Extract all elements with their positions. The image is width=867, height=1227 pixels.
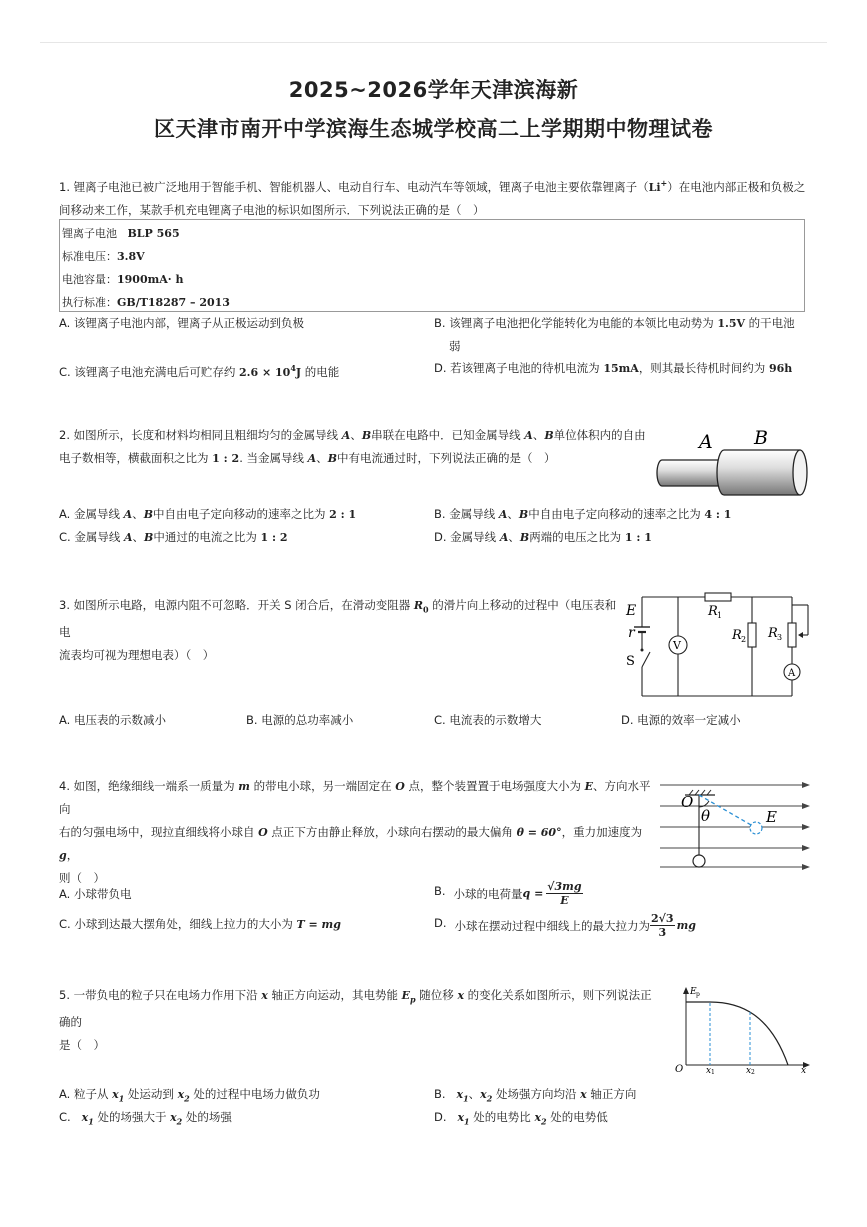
svg-text:2: 2 xyxy=(741,635,747,644)
svg-text:A: A xyxy=(788,668,796,679)
q4-pendulum-figure xyxy=(655,775,815,875)
q4-option-c[interactable]: C. 小球到达最大摆角处，细线上拉力的大小为 T = mg xyxy=(59,917,341,931)
q5-option-b[interactable]: B. $x_1$、$x_2$ 处场强方向均沿 x 轴正方向 xyxy=(434,1087,637,1104)
q1-option-c[interactable]: C. 该锂离子电池充满电后可贮存约 $2.6 \times 10^4J$ 的电能 xyxy=(59,363,340,379)
svg-text:x: x xyxy=(706,1066,712,1074)
q2-option-c[interactable]: C. 金属导线 A、B中通过的电流之比为 1 : 2 xyxy=(59,530,288,544)
ep-curve xyxy=(686,1002,788,1065)
q3-circuit-figure xyxy=(620,585,815,700)
svg-text:θ: θ xyxy=(701,807,711,825)
svg-text:R: R xyxy=(768,626,778,641)
q4-stem: 4. 如图，绝缘细线一端系一质量为 m 的带电小球，另一端固定在 O 点，整个装置置于电场强度大小为 E、方向水平向 右的匀强电场中，现拉直细线将小球自 O 点正下方由静止释放，小球向右摆动的最大偏角 θ = 60°，重力加速度为 g， 则（ ） xyxy=(59,779,651,885)
q1-battery-label xyxy=(59,219,805,312)
label-row-2: 标准电压：3.8V xyxy=(62,250,145,263)
q5-stem: 5. 一带负电的粒子只在电场力作用下沿 x 轴正方向运动，其电势能 $E_p$ 随位移 x 的变化关系如图所示，则下列说法正确的 是（ ） xyxy=(59,988,652,1053)
q4-option-d[interactable]: D. 小球在摆动过程中细线上的最大拉力为 2√3 3 mg xyxy=(434,912,696,939)
q1-option-b[interactable]: B. 该锂离子电池把化学能转化为电能的本领比电动势为 1.5V 的干电池 弱 xyxy=(434,316,795,353)
switch-label: S xyxy=(626,654,635,669)
q4-option-b[interactable]: B. 小球的电荷量 q = $\frac{√3mg}{E}$ xyxy=(434,880,582,907)
q1-stem-line1: 1. 锂离子电池已被广泛地用于智能手机、智能机器人、电动自行车、电动汽车等领域，锂离子电池主要依靠锂离子（Li+）在电池内部正极和负极之 xyxy=(59,178,806,194)
wire-b-shape xyxy=(717,450,800,495)
svg-text:x: x xyxy=(746,1066,752,1074)
q3-option-a[interactable]: A. 电压表的示数减小 xyxy=(59,713,166,727)
wire-b-label: B xyxy=(754,427,768,449)
wire-a-label: A xyxy=(699,431,713,453)
resistor-r1 xyxy=(705,593,731,601)
battery-emf-label: E xyxy=(626,603,637,619)
q5-ep-x-graph xyxy=(670,982,815,1074)
page-title-line2: 区天津市南开中学滨海生态城学校高二上学期期中物理试卷 xyxy=(154,117,713,141)
q5-option-a[interactable]: A. 粒子从 $x_1$ 处运动到 $x_2$ 处的过程中电场力做负功 xyxy=(59,1087,320,1104)
q3-option-c[interactable]: C. 电流表的示数增大 xyxy=(434,713,542,727)
svg-text:1: 1 xyxy=(717,611,723,620)
q5-option-c[interactable]: C. $x_1$ 处的场强大于 $x_2$ 处的场强 xyxy=(59,1110,232,1127)
q1-stem-line2: 间移动来工作，某款手机充电锂离子电池的标识如图所示．下列说法正确的是（ ） xyxy=(59,202,485,217)
svg-text:1: 1 xyxy=(711,1069,715,1074)
q2-option-b[interactable]: B. 金属导线 A、B中自由电子定向移动的速率之比为 4 : 1 xyxy=(434,507,732,521)
svg-text:R: R xyxy=(708,604,718,619)
q2-option-a[interactable]: A. 金属导线 A、B中自由电子定向移动的速率之比为 2 : 1 xyxy=(59,507,357,521)
svg-text:E: E xyxy=(766,808,777,826)
svg-text:V: V xyxy=(673,639,681,652)
q1-option-a[interactable]: A. 该锂离子电池内部，锂离子从正极运动到负极 xyxy=(59,316,304,330)
q4-option-a[interactable]: A. 小球带负电 xyxy=(59,887,132,901)
ball-displaced-icon xyxy=(750,822,762,834)
q1-stem xyxy=(59,172,819,222)
q3-stem: 3. 如图所示电路，电源内阻不可忽略．开关 S 闭合后，在滑动变阻器 $R_0$ 的滑片向上移动的过程中（电压表和电 流表均可视为理想电表）（ ） xyxy=(59,598,617,663)
svg-text:2: 2 xyxy=(751,1069,755,1074)
wire-a-shape xyxy=(657,460,724,486)
header-divider xyxy=(40,42,827,43)
q2-stem: 2. 如图所示，长度和材料均相同且粗细均匀的金属导线 A、B串联在电路中．已知金属导线 A、B单位体积内的自由 电子数相等，横截面积之比为 1 : 2. 当金属导线 A、B中有电流通过时，下列说法正确的是（ ） xyxy=(59,428,646,465)
page-title-line1: 2025~2026学年天津滨海新 xyxy=(288,78,579,102)
svg-text:x: x xyxy=(801,1066,807,1074)
label-row-3: 电池容量：1900mA· h xyxy=(62,273,184,286)
svg-text:O: O xyxy=(675,1064,684,1074)
svg-text:O: O xyxy=(681,793,694,811)
svg-text:p: p xyxy=(696,991,700,998)
label-row-4: 执行标准：GB/T18287 – 2013 xyxy=(62,296,230,309)
svg-text:E: E xyxy=(690,987,697,997)
svg-text:R: R xyxy=(732,628,742,643)
q2-option-d[interactable]: D. 金属导线 A、B两端的电压之比为 1 : 1 xyxy=(434,530,652,544)
ball-icon xyxy=(693,855,705,867)
q1-option-d[interactable]: D. 若该锂离子电池的待机电流为 15mA，则其最长待机时间约为 96h xyxy=(434,361,793,375)
q5-option-d[interactable]: D. $x_1$ 处的电势比 $x_2$ 处的电势低 xyxy=(434,1110,608,1127)
q3-option-d[interactable]: D. 电源的效率一定减小 xyxy=(621,713,741,727)
rheostat-r3 xyxy=(788,623,796,647)
label-row-1: 锂离子电池 BLP 565 xyxy=(62,227,180,240)
q2-wire-figure xyxy=(654,425,810,500)
resistor-r2 xyxy=(748,623,756,647)
q3-option-b[interactable]: B. 电源的总功率减小 xyxy=(246,713,354,727)
battery-r-label: r xyxy=(628,625,635,641)
svg-text:3: 3 xyxy=(777,633,783,642)
